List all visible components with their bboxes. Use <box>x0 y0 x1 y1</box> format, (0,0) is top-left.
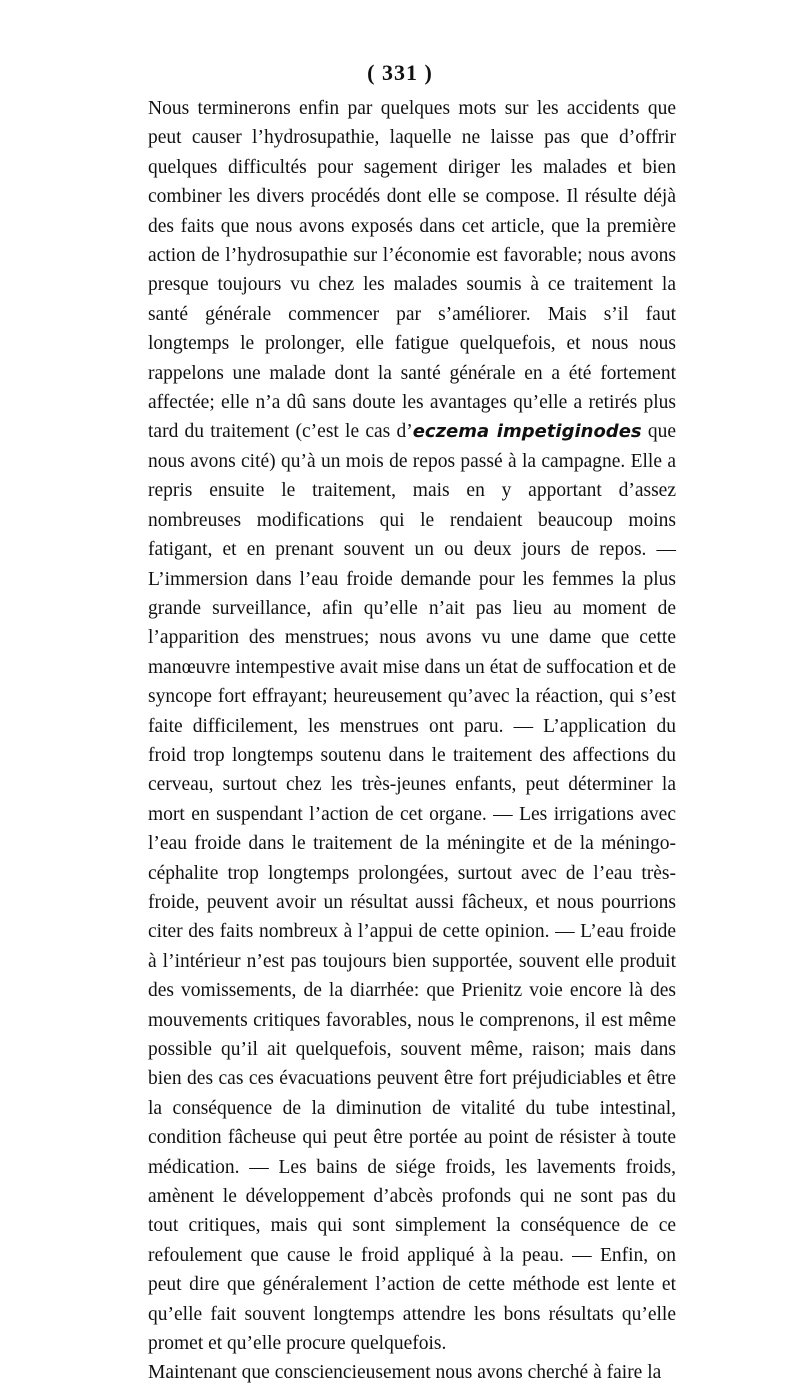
paragraph-text-part-1: Nous terminerons enfin par quelques mots sur les accidents que peut causer l’hydrosupathie, laquelle ne laisse pas que d’offrir quelques difficultés pour sagement diriger les malades et bien combiner les divers procédés dont elle se compose. Il résulte déjà des faits que nous avons exposés dans cet article, que la première action de l’hydrosupathie sur l’économie est favorable; nous avons presque toujours vu chez les malades soumis à ce traitement la santé générale commencer par s’améliorer. Mais s’il faut longtemps le prolonger, elle fatigue quelquefois, et nous nous rappelons une malade dont la santé générale en a été fortement affectée; elle n’a dû sans doute les avantages qu’elle a retirés plus tard du traitement (c’est le cas d’ <box>148 98 676 443</box>
paragraph-accidents <box>148 94 676 1358</box>
paragraph-conclusion-start: Maintenant que consciencieusement nous avons cherché à faire la <box>148 1362 662 1384</box>
page-number: ( 331 ) <box>367 60 433 85</box>
paragraph-text-part-2: que nous avons cité) qu’à un mois de repos passé à la campagne. Elle a repris ensuite le traitement, mais en y apportant d’assez nombreuses modifications qui le rendaient beaucoup moins fatigant, et en prenant souvent un ou deux jours de repos. — L’immersion dans l’eau froide demande pour les femmes la plus grande surveillance, afin qu’elle n’ait pas lieu au moment de l’apparition des menstrues; nous avons vu une dame que cette manœuvre intempestive avait mise dans un état de suffocation et de syncope fort effrayant; heureusement qu’avec la réaction, qui s’est faite difficilement, les menstrues ont paru. — L’application du froid trop longtemps soutenu dans le traitement des affections du cerveau, surtout chez les très-jeunes enfants, peut déterminer la mort en suspendant l’action de cet organe. — Les irrigations avec l’eau froide dans le traitement de la méningite et de la méningo-céphalite trop longtemps prolongées, surtout avec de l’eau très-froide, peuvent avoir un résultat aussi fâcheux, et nous pourrions citer des faits nombreux à l’appui de cette opinion. — L’eau froide à l’intérieur n’est pas toujours bien supportée, souvent elle produit des vomissements, de la diarrhée: que Prienitz voie encore là des mouvements critiques favorables, nous le comprenons, il est même possible qu’il ait quelquefois, souvent même, raison; mais dans bien des cas ces évacuations peuvent être fort préjudiciables et être la conséquence de la diminution de vitalité du tube intestinal, condition fâcheuse qui peut être portée au point de résister à toute médication. — Les bains de siége froids, les lavements froids, amènent le développement d’abcès profonds qui ne sont pas du tout critiques, mais qui sont simplement la conséquence de ce refoulement que cause le froid appliqué à la peau. — Enfin, on peut dire que généralement l’action de cette méthode est lente et qu’elle fait souvent longtemps attendre les bons résultats qu’elle promet et qu’elle procure quelquefois. <box>148 421 676 1355</box>
body-text <box>148 94 676 1388</box>
italic-term: eczema impetiginodes <box>412 421 642 443</box>
